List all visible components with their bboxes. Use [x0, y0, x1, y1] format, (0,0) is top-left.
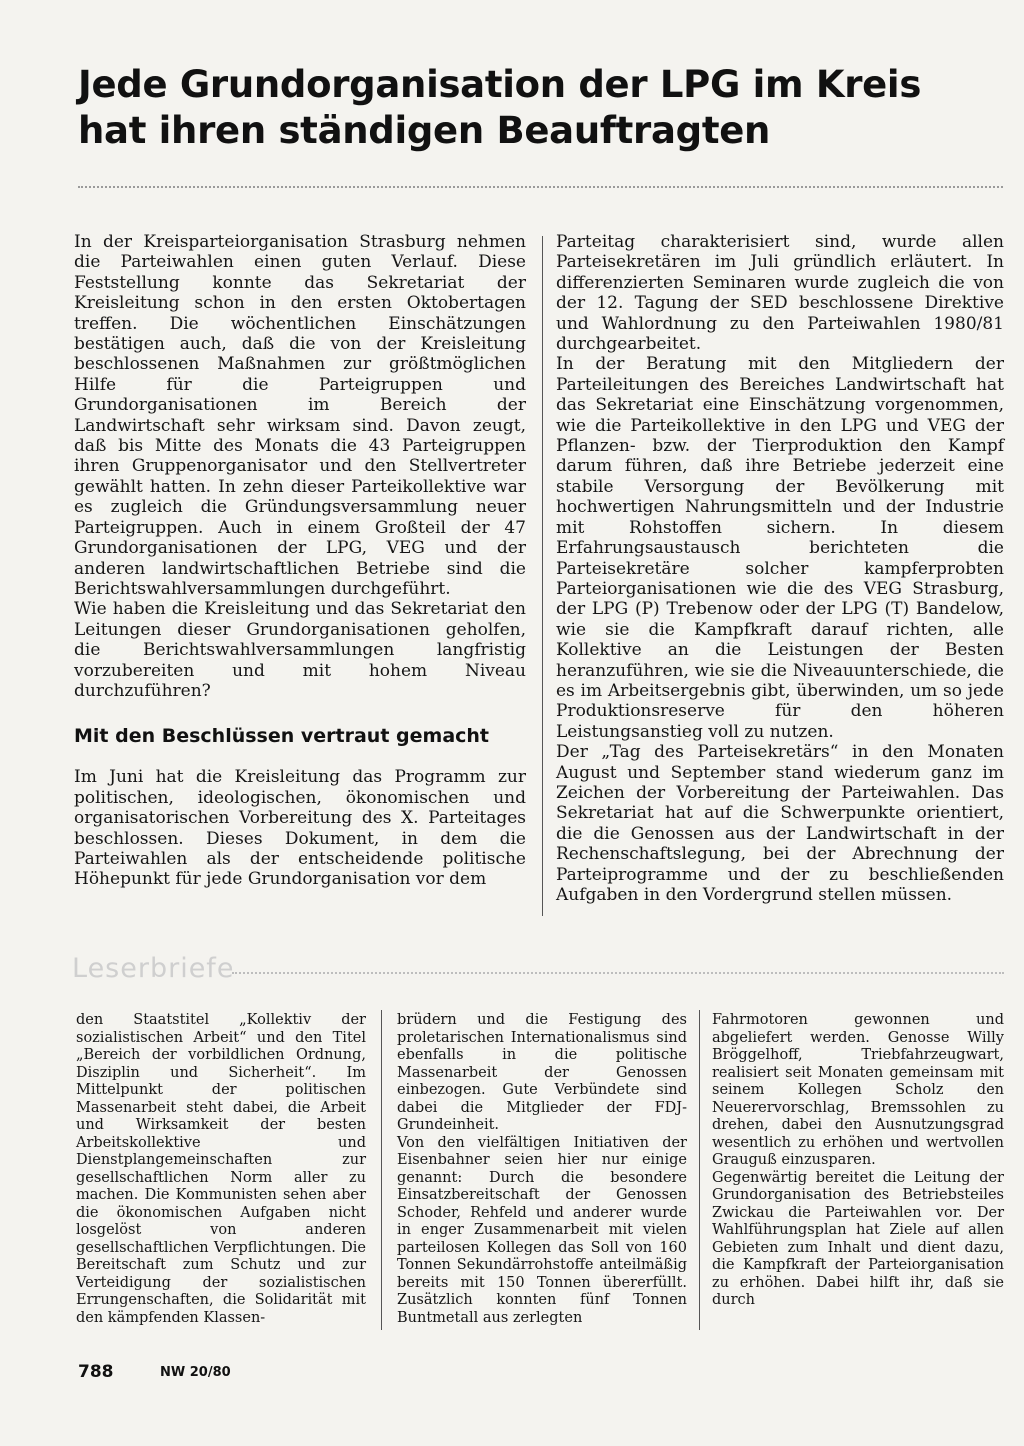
letters-paragraph: Fahrmotoren gewonnen und abgeliefert werden. Genosse Willy Bröggelhoff, Triebfahrzeugwart, realisiert seit Monaten gemeinsam mit seinem Kollegen Scholz den Neuerervorschlag, Bremssohlen zu drehen, dabei den Ausnutzungsgrad wesentlich zu erhöhen und wertvollen Grauguß einzusparen. [712, 1012, 1004, 1168]
article-paragraph: In der Kreisparteiorganisation Strasburg nehmen die Parteiwahlen einen guten Verlauf. Diese Feststellung konnte das Sekretariat der Kreisleitung schon in den ersten Oktobertagen treffen. Die wöchentlichen Einschätzungen bestätigen auch, daß die von der Kreisleitung beschlossenen Maßnahmen zur größtmöglichen Hilfe für die Parteigruppen und Grundorganisationen im Bereich der Landwirtschaft sehr wirksam sind. Davon zeugt, daß bis Mitte des Monats die 43 Parteigruppen ihren Gruppenorganisator und den Stellvertreter gewählt hatten. In zehn dieser Parteikollektive war es zugleich die Gründungsversammlung neuer Parteigruppen. Auch in einem Großteil der 47 Grundorganisationen der LPG, VEG und der anderen landwirtschaftlichen Betriebe sind die Berichtswahlversammlungen durchgeführt. [74, 232, 526, 599]
article-paragraph: Der „Tag des Parteisekretärs“ in den Monaten August und September stand wiederum ganz im Zeichen der Vorbereitung der Parteiwahlen. Das Sekretariat hat auf die Schwerpunkte orientiert, die die Genossen aus der Landwirtschaft in der Rechenschaftslegung, bei der Abrechnung der Parteiprogramme und der zu beschließenden Aufgaben in den Vordergrund stellen müssen. [556, 742, 1004, 905]
letters-column-divider [699, 1010, 700, 1330]
article-paragraph: Parteitag charakterisiert sind, wurde allen Parteisekretären im Juli gründlich erläutert. In differenzierten Seminaren wurde zugleich die von der 12. Tagung der SED beschlossene Direktive und Wahlordnung zu den Parteiwahlen 1980/81 durchgearbeitet. [556, 232, 1004, 355]
headline-line-2: hat ihren ständigen Beauftragten [78, 109, 771, 152]
article-paragraph: Wie haben die Kreisleitung und das Sekretariat den Leitungen dieser Grundorganisationen geholfen, die Berichtswahlversammlungen langfristig vorzubereiten und mit hohem Niveau durchzuführen? [74, 599, 526, 701]
section-divider [232, 972, 1004, 974]
letters-column-divider [381, 1010, 382, 1330]
letters-paragraph: Gegenwärtig bereitet die Leitung der Grundorganisation des Betriebsteiles Zwickau die Parteiwahlen vor. Der Wahlführungsplan hat Ziele auf allen Gebieten zum Inhalt und dient dazu, die Kampfkraft der Parteiorganisation zu erhöhen. Dabei hilft ihr, daß sie durch [712, 1169, 1004, 1308]
letters-column-3 [712, 1012, 1004, 1310]
headline-line-1: Jede Grundorganisation der LPG im Kreis [78, 63, 922, 106]
article-paragraph: Im Juni hat die Kreisleitung das Programm zur politischen, ideologischen, ökonomischen und organisatorischen Vorbereitung des X. Parteitages beschlossen. Dieses Dokument, in dem die Parteiwahlen als der entscheidende politische Höhepunkt für jede Grundorganisation vor dem [74, 767, 526, 890]
article-subheading: Mit den Beschlüssen vertraut gemacht [74, 725, 490, 748]
letters-paragraph: brüdern und die Festigung des proletarischen Internationalismus sind ebenfalls in die politische Massenarbeit der Genossen einbezogen. Gute Verbündete sind dabei die Mitglieder der FDJ-Grundeinheit. [397, 1012, 687, 1133]
issue-label: NW 20/80 [160, 1365, 231, 1380]
article-column-right [556, 232, 1004, 905]
letters-paragraph: Von den vielfältigen Initiativen der Eisenbahner seien hier nur einige genannt: Durch die besondere Einsatzbereitschaft der Genossen Schoder, Rehfeld und anderer wurde in enger Zusammenarbeit mit vielen parteilosen Kollegen das Soll von 160 Tonnen Sekundärrohstoffe anteilmäßig bereits mit 150 Tonnen übererfüllt. Zusätzlich konnten fünf Tonnen Buntmetall aus zerlegten [397, 1134, 687, 1326]
letters-paragraph: den Staatstitel „Kollektiv der sozialistischen Arbeit“ und den Titel „Bereich der vorbildlichen Ordnung, Disziplin und Sicherheit“. Im Mittelpunkt der politischen Massenarbeit steht dabei, die Arbeit und Wirksamkeit der besten Arbeitskollektive und Dienstplangemeinschaften zur gesellschaftlichen Norm aller zu machen. Die Kommunisten sehen aber die ökonomischen Aufgaben nicht losgelöst von anderen gesellschaftlichen Verpflichtungen. Die Bereitschaft zum Schutz und zur Verteidigung der sozialistischen Errungenschaften, die Solidarität mit den kämpfenden Klassen- [76, 1012, 366, 1326]
letters-column-2 [397, 1012, 687, 1327]
letters-column-1 [76, 1012, 366, 1327]
headline [78, 62, 998, 154]
article-paragraph: In der Beratung mit den Mitgliedern der Parteileitungen des Bereiches Landwirtschaft hat das Sekretariat eine Einschätzung vorgenommen, wie die Parteikollektive in den LPG und VEG der Pflanzen- bzw. der Tierproduktion den Kampf darum führen, daß ihre Betriebe jederzeit eine stabile Versorgung der Bevölkerung mit hochwertigen Nahrungsmitteln und der Industrie mit Rohstoffen sichern. In diesem Erfahrungsaustausch berichteten die Parteisekretäre solcher kampferprobten Parteiorganisationen wie die des VEG Strasburg, der LPG (P) Trebenow oder der LPG (T) Bandelow, wie sie die Kampfkraft darauf richten, alle Kollektive an die Leistungen der Besten heranzuführen, wie sie die Niveauunterschiede, die es im Arbeitsergebnis gibt, überwinden, um so jede Produktionsreserve für den höheren Leistungsanstieg voll zu nutzen. [556, 354, 1004, 742]
article-column-left [74, 232, 526, 890]
section-label-leserbriefe: Leserbriefe [72, 953, 235, 984]
column-divider [542, 236, 543, 916]
page-number: 788 [78, 1362, 114, 1382]
headline-divider [78, 186, 1003, 188]
